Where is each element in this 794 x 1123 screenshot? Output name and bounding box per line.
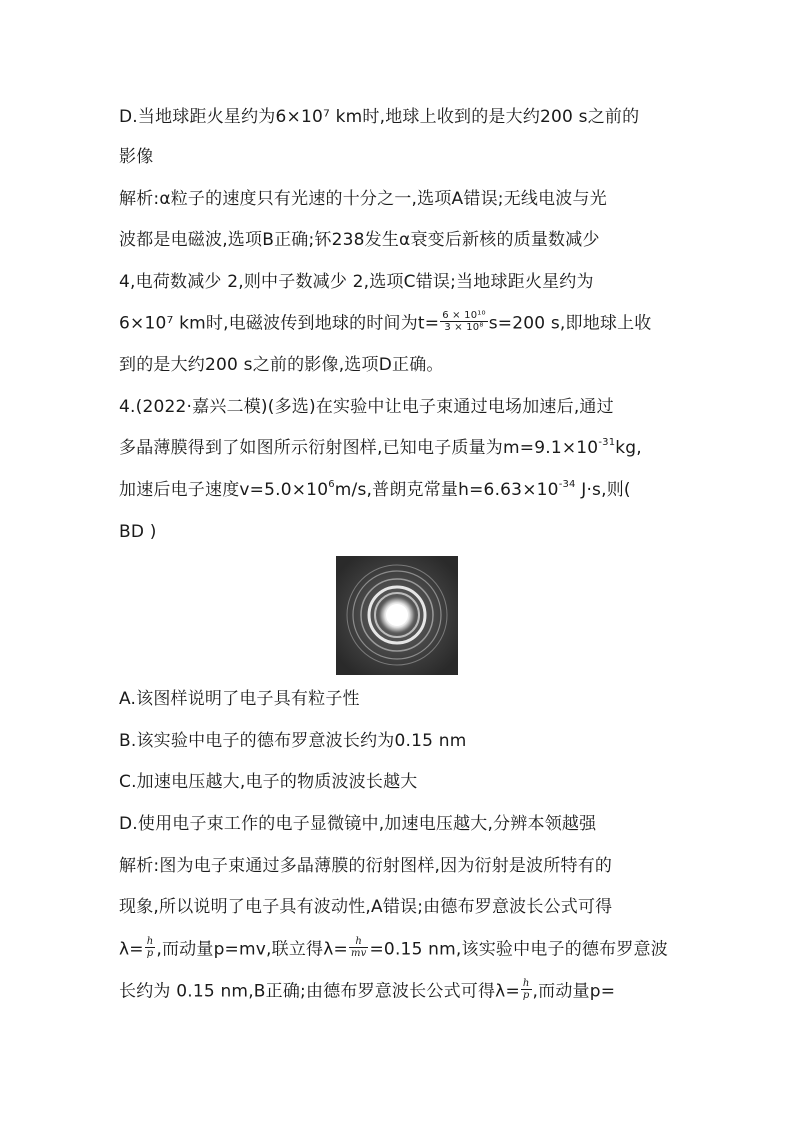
fraction-denominator: 3 × 10⁸ [444, 322, 484, 333]
fraction-denominator: p [522, 990, 530, 1001]
analysis-line: 4,电荷数减少 2,则中子数减少 2,选项C错误;当地球距火星约为 [119, 272, 594, 292]
fraction [521, 978, 532, 1001]
text-segment: s=200 s,即地球上收 [488, 313, 652, 334]
text-segment: =0.15 nm,该实验中电子的德布罗意波 [369, 939, 668, 960]
question-stem: 4.(2022·嘉兴二模)(多选)在实验中让电子束通过电场加速后,通过 [119, 397, 614, 417]
question-stem [119, 479, 689, 501]
solution-line: 现象,所以说明了电子具有波动性,A错误;由德布罗意波长公式可得 [119, 897, 613, 917]
fraction [349, 936, 369, 959]
option-c: C.加速电压越大,电子的物质波波长越大 [119, 772, 418, 792]
analysis-line: 到的是大约200 s之前的影像,选项D正确。 [119, 355, 444, 375]
fraction-numerator: h [522, 978, 530, 989]
text-segment: ,而动量p= [532, 981, 616, 1002]
fraction-denominator: p [146, 948, 154, 959]
text-segment: ,而动量p=mv,联立得λ= [156, 939, 348, 960]
exponent: -34 [558, 479, 576, 491]
text-segment: J·s,则( [575, 480, 631, 500]
text-segment: 长约为 0.15 nm,B正确;由德布罗意波长公式可得λ= [119, 981, 520, 1002]
text-segment: 加速后电子速度v=5.0×10 [119, 480, 329, 500]
fraction-numerator: 6 × 10¹⁰ [442, 310, 486, 321]
fraction-numerator: h [355, 936, 363, 947]
analysis-line-formula [119, 312, 689, 335]
fraction [440, 310, 487, 333]
fraction-denominator: mv [350, 948, 367, 959]
text-segment: 多晶薄膜得到了如图所示衍射图样,已知电子质量为m=9.1×10 [119, 438, 599, 458]
option-d-text: D.当地球距火星约为6×10⁷ km时,地球上收到的是大约200 s之前的 [119, 107, 640, 127]
answer-blank: BD ) [119, 522, 157, 542]
option-b: B.该实验中电子的德布罗意波长约为0.15 nm [119, 731, 467, 751]
analysis-line: 波都是电磁波,选项B正确;钚238发生α衰变后新核的质量数减少 [119, 230, 600, 250]
solution-line-formula [119, 938, 689, 961]
question-stem [119, 437, 689, 459]
text-segment: λ= [119, 939, 144, 960]
text-segment: kg, [615, 438, 642, 458]
text-segment: 6×10⁷ km时,电磁波传到地球的时间为t= [119, 313, 440, 334]
solution-line-formula [119, 980, 689, 1003]
option-a: A.该图样说明了电子具有粒子性 [119, 689, 360, 709]
exponent: 6 [328, 479, 335, 491]
option-d-text-cont: 影像 [119, 147, 154, 167]
diffraction-rings-graphic [336, 556, 458, 675]
fraction-numerator: h [146, 936, 154, 947]
option-d: D.使用电子束工作的电子显微镜中,加速电压越大,分辨本领越强 [119, 814, 597, 834]
solution-line: 解析:图为电子束通过多晶薄膜的衍射图样,因为衍射是波所特有的 [119, 856, 613, 876]
exponent: -31 [598, 437, 616, 449]
analysis-line: 解析:α粒子的速度只有光速的十分之一,选项A错误;无线电波与光 [119, 189, 607, 209]
text-segment: m/s,普朗克常量h=6.63×10 [334, 480, 559, 500]
diffraction-pattern-image [336, 556, 458, 675]
fraction [145, 936, 156, 959]
